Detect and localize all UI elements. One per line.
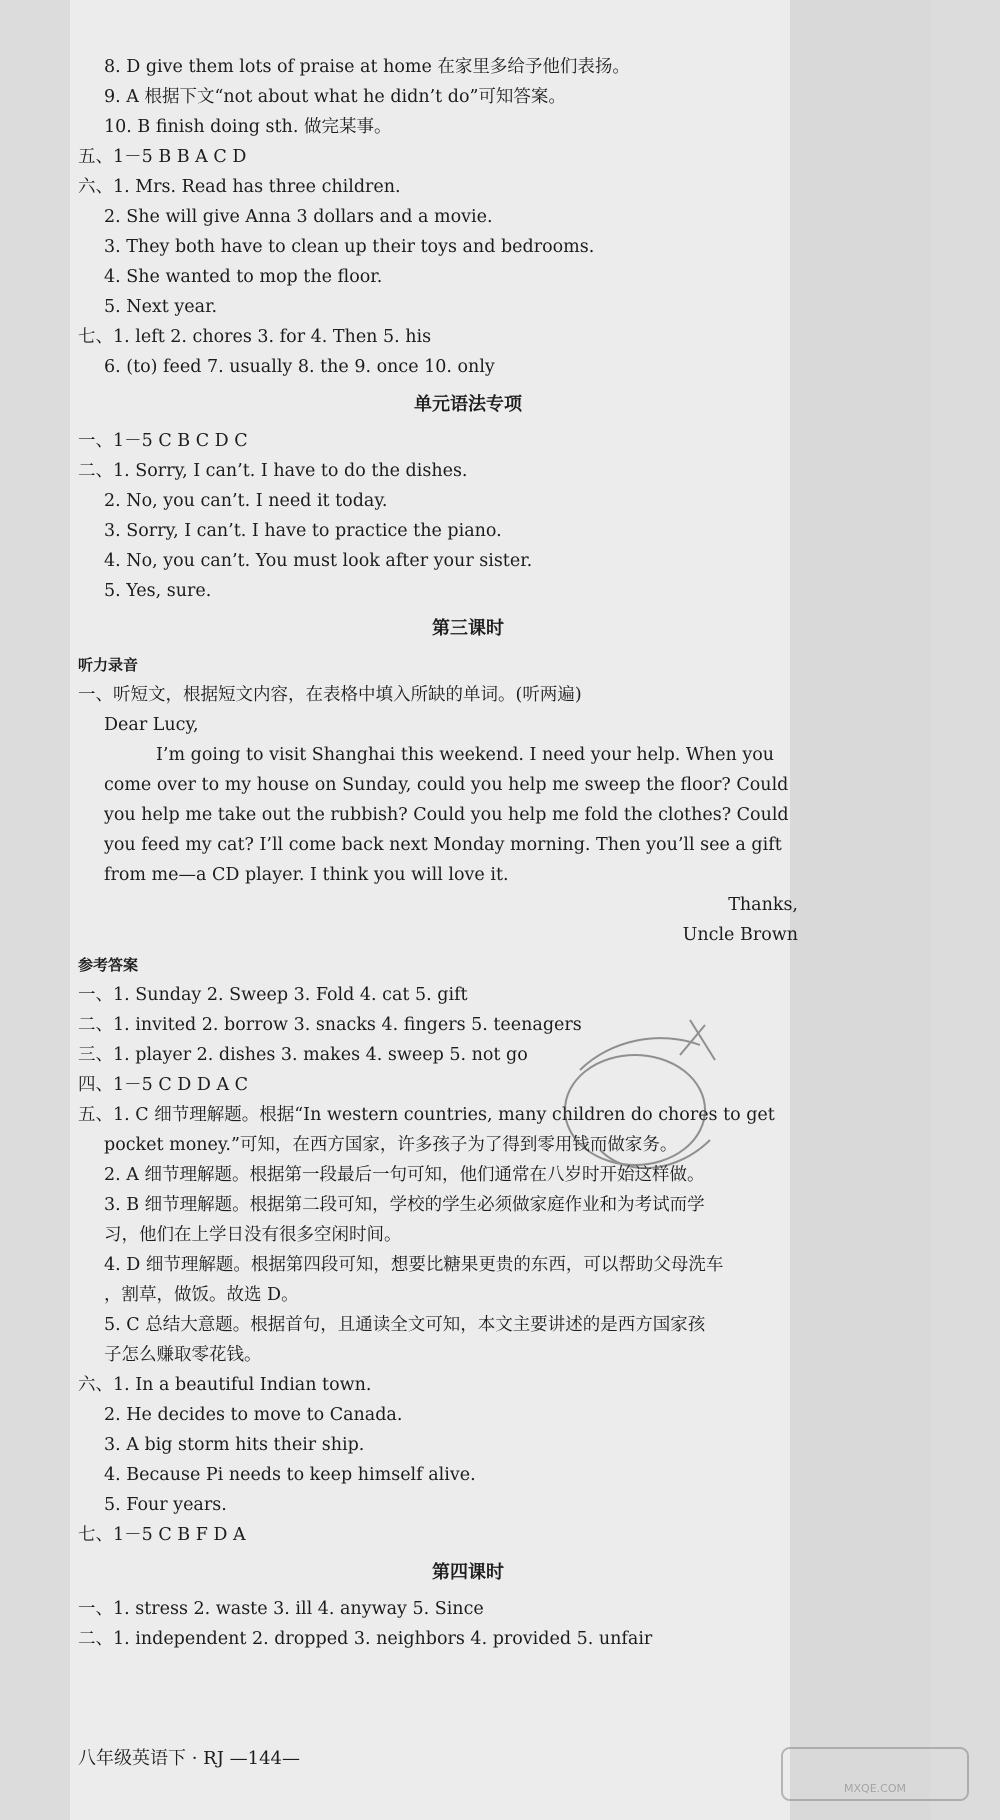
answer-line: 2. She will give Anna 3 dollars and a movie. [104,207,493,227]
answer-line: 二、1. independent 2. dropped 3. neighbors 4. provided 5. unfair [78,1629,653,1649]
answer-content [78,52,798,1654]
answer-line: 七、1－5 C B F D A [78,1525,246,1545]
answer-line: 二、1. Sorry, I can’t. I have to do the dishes. [78,461,468,481]
section-title-grammar: 单元语法专项 [414,394,522,415]
answer-line: 4. D 细节理解题。根据第四段可知，想要比糖果更贵的东西，可以帮助父母洗车 [104,1255,724,1275]
answer-line: 3. Sorry, I can’t. I have to practice the piano. [104,521,502,541]
section-title-lesson4: 第四课时 [432,1562,504,1583]
answer-line: 3. A big storm hits their ship. [104,1435,365,1455]
answer-line: 五、1－5 B B A C D [78,147,247,167]
answer-line: 三、1. player 2. dishes 3. makes 4. sweep 5. not go [78,1045,528,1065]
answer-line: 5. Four years. [104,1495,227,1515]
answer-line: 六、1. Mrs. Read has three children. [78,177,401,197]
answer-block-1 [78,52,798,382]
section-title-lesson3: 第三课时 [432,618,504,639]
answer-line: 一、1. stress 2. waste 3. ill 4. anyway 5. Since [78,1599,484,1619]
answer-line: ，割草，做饭。故选 D。 [104,1285,299,1305]
answer-line: 一、1－5 C B C D C [78,431,248,451]
answer-line: 习，他们在上学日没有很多空闲时间。 [104,1225,402,1245]
answer-line: 4. She wanted to mop the floor. [104,267,383,287]
answers-label: 参考答案 [78,956,139,974]
answer-line: 9. A 根据下文“not about what he didn’t do”可知答案。 [104,87,566,107]
letter-signature: Uncle Brown [682,925,798,945]
answer-line: 8. D give them lots of praise at home 在家里多给予他们表扬。 [104,57,630,77]
page-footer: 八年级英语下 · RJ —144— [78,1748,301,1769]
answer-line: 四、1－5 C D D A C [78,1075,249,1095]
letter-greeting: Dear Lucy, [104,715,199,735]
listening-label: 听力录音 [78,656,139,674]
answer-line: 5. C 总结大意题。根据首句，且通读全文可知，本文主要讲述的是西方国家孩 [104,1315,706,1335]
answer-block-grammar [78,426,798,606]
answer-line: 4. No, you can’t. You must look after your sister. [104,551,533,571]
handwritten-stamp [540,1000,760,1200]
answer-line: 六、1. In a beautiful Indian town. [78,1375,372,1395]
listening-instruction: 一、听短文，根据短文内容，在表格中填入所缺的单词。(听两遍) [78,685,582,705]
svg-text:MXQE.COM: MXQE.COM [844,1782,906,1795]
answer-line: 2. A 细节理解题。根据第一段最后一句可知，他们通常在八岁时开始这样做。 [104,1165,705,1185]
answer-line: 10. B finish doing sth. 做完某事。 [104,117,392,137]
answer-line: 3. They both have to clean up their toys and bedrooms. [104,237,595,257]
answer-line: 6. (to) feed 7. usually 8. the 9. once 10. only [104,357,495,377]
answer-line: 五、1. C 细节理解题。根据“In western countries, many children do chores to get [78,1105,775,1125]
answer-line: 七、1. left 2. chores 3. for 4. Then 5. his [78,327,432,347]
answer-line: 2. He decides to move to Canada. [104,1405,403,1425]
answer-line: pocket money.”可知，在西方国家，许多孩子为了得到零用钱而做家务。 [104,1135,678,1155]
site-watermark [780,1746,970,1802]
answer-line: 一、1. Sunday 2. Sweep 3. Fold 4. cat 5. gift [78,985,468,1005]
letter-body: I’m going to visit Shanghai this weekend. I need your help. When you come over to my house on Sunday, could you help me sweep the floor? Could you help me take out the rubbish? Could you help me fold the clothes? Could you feed my cat? I’ll come back next Monday morning. Then you’ll see a gift from me—a CD player. I think you will love it. [104,745,789,885]
answer-line: 子怎么赚取零花钱。 [104,1345,262,1365]
answer-line: 2. No, you can’t. I need it today. [104,491,388,511]
letter-closing: Thanks, [728,895,798,915]
answer-line: 5. Next year. [104,297,218,317]
answer-block-lesson4 [78,1594,798,1654]
answer-line: 4. Because Pi needs to keep himself alive. [104,1465,476,1485]
answer-line: 3. B 细节理解题。根据第二段可知，学校的学生必须做家庭作业和为考试而学 [104,1195,705,1215]
answer-line: 二、1. invited 2. borrow 3. snacks 4. fingers 5. teenagers [78,1015,582,1035]
answer-line: 5. Yes, sure. [104,581,212,601]
page-margin [790,0,930,1820]
